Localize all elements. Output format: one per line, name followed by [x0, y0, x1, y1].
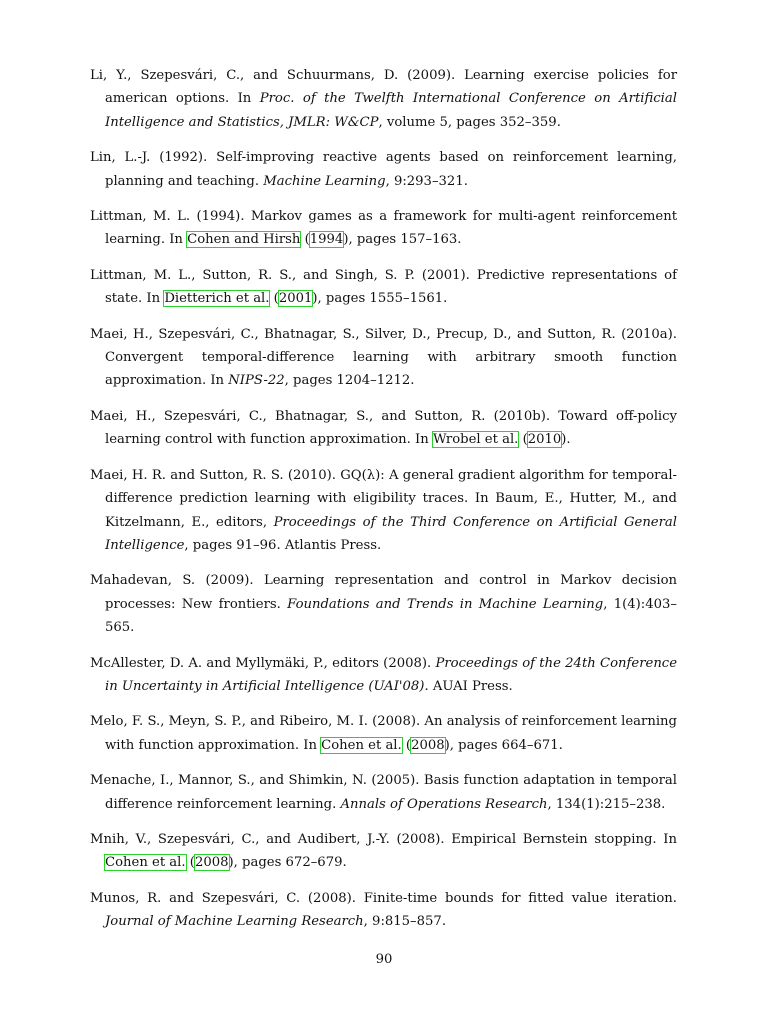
reference-text: , 1(4):403–565.	[105, 596, 677, 636]
reference-text: Munos, R. and Szepesvári, C. (2008). Finite-time bounds for fitted value iteration.	[90, 890, 677, 906]
reference-text: (	[300, 232, 310, 248]
reference-text: ).	[561, 432, 571, 448]
reference-venue: Machine Learning	[263, 173, 386, 189]
reference-text: Mnih, V., Szepesvári, C., and Audibert, J.-Y. (2008). Empirical Bernstein stopping. In	[90, 831, 677, 847]
reference-entry	[90, 264, 677, 311]
reference-venue: Proceedings of the Third Conference on Artificial General Intelligence	[105, 514, 678, 553]
reference-text: ), pages 157–163.	[343, 232, 462, 248]
reference-text: Maei, H., Szepesvári, C., Bhatnagar, S., and Sutton, R. (2010b). Toward off-policy learning control with function approximation. In	[90, 408, 677, 448]
reference-text: Littman, M. L. (1994). Markov games as a framework for multi-agent reinforcement learning. In	[90, 209, 677, 248]
reference-text: Menache, I., Mannor, S., and Shimkin, N. (2005). Basis function adaptation in temporal difference reinforcement learning.	[90, 773, 677, 812]
reference-text: ), pages 664–671.	[444, 737, 563, 753]
reference-entry	[90, 146, 677, 193]
reference-entry	[90, 205, 677, 252]
reference-entry	[90, 464, 677, 558]
reference-entry	[90, 64, 677, 134]
reference-text: (	[518, 432, 528, 448]
reference-entry	[90, 710, 677, 757]
citation-link[interactable]: Cohen et al.	[321, 737, 402, 753]
reference-text: Mahadevan, S. (2009). Learning representation and control in Markov decision processes: New frontiers.	[90, 573, 677, 612]
citation-link[interactable]: 2010	[527, 432, 562, 448]
reference-text: Li, Y., Szepesvári, C., and Schuurmans, D. (2009). Learning exercise policies for american options. In	[90, 68, 677, 107]
reference-text: McAllester, D. A. and Myllymäki, P., editors (2008).	[90, 655, 436, 671]
citation-link[interactable]: 2008	[194, 855, 229, 871]
reference-text: ), pages 1555–1561.	[312, 291, 448, 307]
citation-link[interactable]: 2008	[411, 737, 445, 753]
reference-entry	[90, 405, 677, 452]
reference-text: Littman, M. L., Sutton, R. S., and Singh, S. P. (2001). Predictive representations of state. In	[90, 267, 677, 307]
reference-venue: Proc. of the Twelfth International Conference on Artificial Intelligence and Statistics, JMLR: W&CP	[105, 91, 677, 130]
reference-text: Maei, H., Szepesvári, C., Bhatnagar, S., Silver, D., Precup, D., and Sutton, R. (2010a). Convergent temporal-difference learning with arbitrary smooth function approximation. In	[90, 326, 677, 389]
reference-entry	[90, 652, 677, 699]
reference-text: . AUAI Press.	[424, 678, 513, 694]
reference-text: Melo, F. S., Meyn, S. P., and Ribeiro, M. I. (2008). An analysis of reinforcement learning with function approximation. In	[90, 714, 677, 753]
reference-entry	[90, 769, 677, 816]
reference-text: (	[269, 291, 279, 307]
reference-text: Maei, H. R. and Sutton, R. S. (2010). GQ(λ): A general gradient algorithm for temporal-difference prediction learning with eligibility traces. In Baum, E., Hutter, M., and Kitzelmann, E., editors,	[90, 467, 677, 530]
reference-list	[90, 64, 677, 946]
reference-entry	[90, 323, 677, 393]
reference-entry	[90, 887, 677, 934]
reference-venue: Proceedings of the 24th Conference in Uncertainty in Artificial Intelligence (UAI'08)	[105, 655, 677, 694]
reference-text: , 9:293–321.	[385, 173, 468, 189]
reference-text: , 9:815–857.	[363, 914, 447, 930]
reference-text: (	[185, 855, 195, 871]
page-number: 90	[375, 952, 393, 967]
reference-entry	[90, 828, 677, 875]
reference-venue: Journal of Machine Learning Research	[105, 914, 364, 930]
reference-text: (	[401, 737, 412, 753]
reference-text: ), pages 672–679.	[228, 855, 347, 871]
reference-venue: NIPS-22	[228, 373, 285, 389]
citation-link[interactable]: 2001	[278, 291, 313, 307]
reference-text: , pages 1204–1212.	[284, 373, 415, 389]
reference-text: , pages 91–96. Atlantis Press.	[184, 537, 382, 553]
citation-link[interactable]: Dietterich et al.	[164, 291, 270, 307]
reference-venue: Annals of Operations Research	[340, 796, 548, 812]
reference-text: , 134(1):215–238.	[547, 796, 666, 812]
citation-link[interactable]: Cohen et al.	[105, 855, 186, 871]
reference-text: , volume 5, pages 352–359.	[378, 114, 561, 130]
reference-venue: Foundations and Trends in Machine Learning	[287, 596, 604, 612]
reference-entry	[90, 569, 677, 639]
citation-link[interactable]: Cohen and Hirsh	[187, 232, 301, 248]
citation-link[interactable]: Wrobel et al.	[432, 432, 519, 448]
citation-link[interactable]: 1994	[309, 232, 344, 248]
reference-text: Lin, L.-J. (1992). Self-improving reactive agents based on reinforcement learning, planning and teaching.	[90, 150, 677, 189]
